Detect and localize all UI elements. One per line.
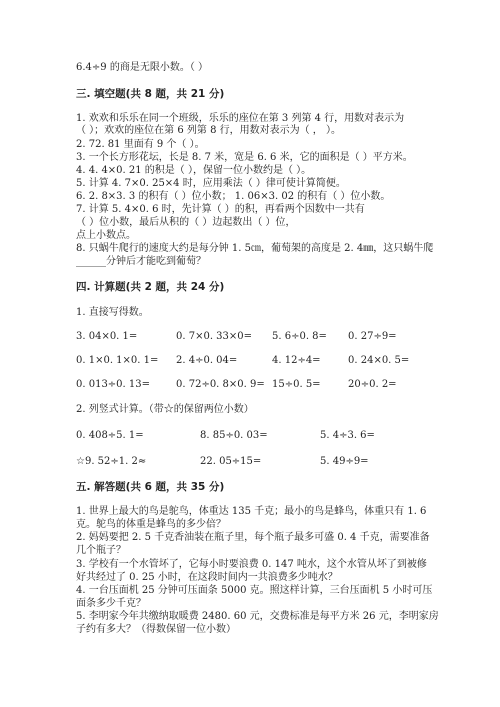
fill-line: （ ）；欢欢的座位在第 6 列第 8 行，用数对表示为（ ， ）。	[76, 125, 341, 136]
fill-line: 7. 计算 5. 4×0. 6 时，先计算（ ）的积，再看两个因数中一共有	[76, 204, 365, 215]
calc-cell: 0. 72÷0. 8×0. 9=	[176, 379, 265, 390]
fill-line: 2. 72. 81 里面有 9 个（ ）。	[76, 139, 205, 150]
calc-cell: 0. 1×0. 1×0. 1=	[76, 355, 159, 366]
calc-cell: 0. 24×0. 5=	[348, 355, 410, 366]
problem-line: 克。鸵鸟的体重是蜂鸟的多少倍？	[76, 519, 226, 530]
calc-cell: 15÷0. 5=	[272, 379, 321, 390]
fill-line: 4. 4. 4×0. 21 的积是（ ），保留一位小数约是（ ）。	[76, 165, 312, 176]
vertical-calc-cell: 8. 85÷0. 03=	[200, 430, 268, 441]
vertical-calc-cell: 5. 4÷3. 6=	[320, 430, 375, 441]
vertical-calc-cell: 5. 49÷9=	[320, 456, 369, 467]
calc-cell: 20÷0. 2=	[348, 379, 397, 390]
vertical-calc-row	[76, 455, 436, 468]
calc-cell: 2. 4÷0. 04=	[176, 355, 238, 366]
problem-line: 5. 李明家今年共缴纳取暖费 2480. 60 元，交费标准是每平方米 26 元，李明家房	[76, 611, 439, 622]
calc-cell: 0. 27÷9=	[348, 331, 397, 342]
calc-subtitle-1: 1. 直接写得数。	[76, 307, 149, 318]
calc-row	[76, 354, 436, 367]
calc-cell: 5. 6÷0. 8=	[272, 331, 327, 342]
calc-cell: 3. 04×0. 1=	[76, 331, 138, 342]
vertical-calc-cell: 0. 408÷5. 1=	[76, 430, 144, 441]
problem-line: 子约有多大？（得数保留一位小数）	[76, 624, 236, 635]
calc-row	[76, 330, 436, 343]
calc-cell: 0. 7×0. 33×0=	[176, 331, 253, 342]
problem-line: 2. 妈妈要把 2. 5 千克香油装在瓶子里，每个瓶子最多可盛 0. 4 千克，需要准备	[76, 532, 430, 543]
fill-line: （ ）位小数，最后从积的（ ）边起数出（ ）位，	[76, 217, 296, 228]
judge-item-6: 6.4÷9 的商是无限小数。（ ）	[76, 62, 209, 73]
section-5-title: 五. 解答题(共 6 题，共 35 分)	[76, 481, 225, 493]
section-4-title: 四. 计算题(共 2 题，共 24 分)	[76, 281, 225, 293]
problem-line: 1. 世界上最大的鸟是鸵鸟，体重达 135 千克；最小的鸟是蜂鸟，体重只有 1. 6	[76, 506, 427, 517]
fill-line: 点上小数点。	[76, 230, 136, 241]
problem-line: 好共经过了 0. 25 小时，在这段时间内一共浪费多少吨水？	[76, 572, 338, 583]
vertical-calc-row	[76, 429, 436, 442]
calc-cell: 4. 12÷4=	[272, 355, 321, 366]
fill-line: 5. 计算 4. 7×0. 25×4 时，应用乘法（ ）律可使计算简便。	[76, 178, 346, 189]
problem-line: 几个瓶子？	[76, 545, 126, 556]
problem-line: 3. 学校有一个水管坏了，它每小时要浪费 0. 147 吨水，这个水管从坏了到被修	[76, 559, 427, 570]
fill-line: 8. 只蜗牛爬行的速度大约是每分钟 1. 5㎝，葡萄架的高度是 2. 4㎜，这只蜗牛爬	[76, 243, 434, 254]
problem-line: 4. 一台压面机 25 分钟可压面条 5000 克。照这样计算，三台压面机 5 小时可压	[76, 585, 433, 596]
vertical-calc-cell: ☆9. 52÷1. 2≈	[76, 456, 147, 467]
fill-line: 3. 一个长方形花坛，长是 8. 7 米，宽是 6. 6 米，它的面积是（ ）平方米。	[76, 152, 413, 163]
vertical-calc-cell: 22. 05÷15=	[200, 456, 262, 467]
problem-line: 面条多少千克？	[76, 598, 146, 609]
fill-line: ______分钟后才能吃到葡萄？	[76, 256, 206, 267]
calc-row	[76, 378, 436, 391]
fill-line: 6. 2. 8×3. 3 的积有（ ）位小数； 1. 06×3. 02 的积有（ ）位小数。	[76, 191, 391, 202]
fill-line: 1. 欢欢和乐乐在同一个班级，乐乐的座位在第 3 列第 4 行，用数对表示为	[76, 113, 405, 124]
calc-cell: 0. 013÷0. 13=	[76, 379, 151, 390]
calc-subtitle-2: 2. 列竖式计算。（带☆的保留两位小数）	[76, 404, 254, 415]
section-3-title: 三. 填空题(共 8 题，共 21 分)	[76, 88, 225, 100]
